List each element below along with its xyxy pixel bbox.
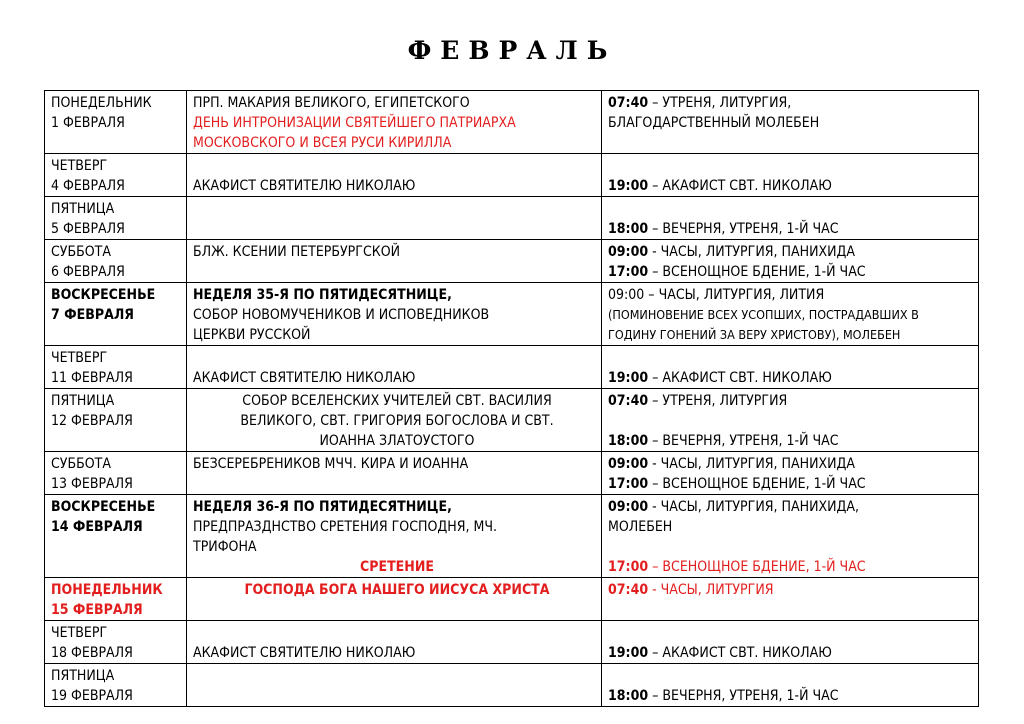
service-line <box>608 623 978 643</box>
weekday: СУББОТА <box>51 456 111 472</box>
day-cell <box>45 495 187 578</box>
service-text: – АКАФИСТ СВТ. НИКОЛАЮ <box>648 645 832 661</box>
table-row <box>45 389 979 452</box>
service-time: 09:00 <box>608 499 649 515</box>
event-line: БЕЗСЕРЕБРЕНИКОВ МЧЧ. КИРА И ИОАННА <box>193 456 469 472</box>
event-cell <box>187 621 602 664</box>
event-line: АКАФИСТ СВЯТИТЕЛЮ НИКОЛАЮ <box>193 370 416 386</box>
event-cell <box>187 578 602 621</box>
weekday: ПОНЕДЕЛЬНИК <box>51 582 163 598</box>
table-row <box>45 452 979 495</box>
event-cell <box>187 495 602 578</box>
service-line <box>608 474 978 494</box>
event-cell <box>187 283 602 346</box>
event-line: ВЕЛИКОГО, СВТ. ГРИГОРИЯ БОГОСЛОВА И СВТ. <box>240 413 554 429</box>
date: 19 ФЕВРАЛЯ <box>51 688 133 704</box>
service-time: 09:00 <box>608 456 649 472</box>
weekday: ПОНЕДЕЛЬНИК <box>51 95 152 111</box>
event-line: ТРИФОНА <box>193 539 257 555</box>
event-line: БЛЖ. КСЕНИИ ПЕТЕРБУРГСКОЙ <box>193 244 401 260</box>
service-text: – АКАФИСТ СВТ. НИКОЛАЮ <box>648 178 832 194</box>
service-text: – ВСЕНОЩНОЕ БДЕНИЕ, 1-Й ЧАС <box>648 476 866 492</box>
service-time: 17:00 <box>608 476 649 492</box>
date: 14 ФЕВРАЛЯ <box>51 519 143 535</box>
service-text: – ВСЕНОЩНОЕ БДЕНИЕ, 1-Й ЧАС <box>648 559 866 575</box>
weekday: ВОСКРЕСЕНЬЕ <box>51 499 156 515</box>
event-cell <box>187 240 602 283</box>
service-time: 18:00 <box>608 688 649 704</box>
weekday: ЧЕТВЕРГ <box>51 625 108 641</box>
table-row <box>45 91 979 154</box>
event-cell <box>187 452 602 495</box>
event-line: ИОАННА ЗЛАТОУСТОГО <box>319 433 475 449</box>
weekday: ПЯТНИЦА <box>51 393 115 409</box>
event-cell <box>187 91 602 154</box>
service-cell <box>602 578 979 621</box>
event-heading: НЕДЕЛЯ 35-Я ПО ПЯТИДЕСЯТНИЦЕ, <box>193 287 452 303</box>
date: 4 ФЕВРАЛЯ <box>51 178 125 194</box>
service-text: - ЧАСЫ, ЛИТУРГИЯ, ПАНИХИДА <box>648 456 855 472</box>
service-time: 19:00 <box>608 370 649 386</box>
service-time: 09:00 <box>608 244 649 260</box>
event-line: МОСКОВСКОГО И ВСЕЯ РУСИ КИРИЛЛА <box>193 135 452 151</box>
date: 1 ФЕВРАЛЯ <box>51 115 125 131</box>
service-line <box>608 176 978 196</box>
day-cell <box>45 452 187 495</box>
service-line <box>608 348 978 368</box>
service-text: – УТРЕНЯ, ЛИТУРГИЯ, <box>648 95 792 111</box>
event-line: ПРЕДПРАЗДНСТВО СРЕТЕНИЯ ГОСПОДНЯ, МЧ. <box>193 519 497 535</box>
service-line: МОЛЕБЕН <box>608 519 673 535</box>
service-time: 19:00 <box>608 178 649 194</box>
service-line <box>608 454 978 474</box>
service-cell <box>602 283 979 346</box>
service-text: - ЧАСЫ, ЛИТУРГИЯ, ПАНИХИДА, <box>648 499 859 515</box>
service-cell <box>602 621 979 664</box>
service-cell <box>602 452 979 495</box>
service-line: 09:00 – ЧАСЫ, ЛИТУРГИЯ, ЛИТИЯ <box>608 287 825 303</box>
service-line <box>608 93 978 113</box>
day-cell <box>45 91 187 154</box>
event-line: СОБОР НОВОМУЧЕНИКОВ И ИСПОВЕДНИКОВ <box>193 307 490 323</box>
day-cell <box>45 578 187 621</box>
day-cell <box>45 664 187 707</box>
date: 13 ФЕВРАЛЯ <box>51 476 133 492</box>
date: 7 ФЕВРАЛЯ <box>51 307 134 323</box>
service-time: 18:00 <box>608 433 649 449</box>
service-line <box>608 156 978 176</box>
service-line <box>608 557 978 577</box>
service-cell <box>602 240 979 283</box>
table-row <box>45 197 979 240</box>
weekday: ВОСКРЕСЕНЬЕ <box>51 287 156 303</box>
service-cell <box>602 154 979 197</box>
service-cell <box>602 197 979 240</box>
date: 5 ФЕВРАЛЯ <box>51 221 125 237</box>
weekday: ЧЕТВЕРГ <box>51 350 108 366</box>
service-time: 17:00 <box>608 559 649 575</box>
service-text: – УТРЕНЯ, ЛИТУРГИЯ <box>648 393 788 409</box>
event-line: АКАФИСТ СВЯТИТЕЛЮ НИКОЛАЮ <box>193 645 416 661</box>
service-time: 19:00 <box>608 645 649 661</box>
event-cell <box>187 346 602 389</box>
table-row <box>45 240 979 283</box>
event-line: ДЕНЬ ИНТРОНИЗАЦИИ СВЯТЕЙШЕГО ПАТРИАРХА <box>193 115 516 131</box>
service-text: – ВЕЧЕРНЯ, УТРЕНЯ, 1-Й ЧАС <box>648 433 839 449</box>
service-line: ГОДИНУ ГОНЕНИЙ ЗА ВЕРУ ХРИСТОВУ), МОЛЕБЕН <box>608 327 901 342</box>
service-line <box>608 643 978 663</box>
service-text: - ЧАСЫ, ЛИТУРГИЯ <box>648 582 774 598</box>
service-time: 07:40 <box>608 582 649 598</box>
service-line <box>608 580 978 600</box>
date: 11 ФЕВРАЛЯ <box>51 370 133 386</box>
service-cell <box>602 664 979 707</box>
service-text: - ЧАСЫ, ЛИТУРГИЯ, ПАНИХИДА <box>648 244 855 260</box>
service-text: – ВСЕНОЩНОЕ БДЕНИЕ, 1-Й ЧАС <box>648 264 866 280</box>
event-cell <box>187 197 602 240</box>
service-text: – АКАФИСТ СВТ. НИКОЛАЮ <box>648 370 832 386</box>
service-line: БЛАГОДАРСТВЕННЫЙ МОЛЕБЕН <box>608 115 820 131</box>
service-cell <box>602 495 979 578</box>
event-heading: НЕДЕЛЯ 36-Я ПО ПЯТИДЕСЯТНИЦЕ, <box>193 499 452 515</box>
service-line <box>608 497 978 517</box>
weekday: ПЯТНИЦА <box>51 668 115 684</box>
service-time: 07:40 <box>608 95 649 111</box>
event-cell <box>187 389 602 452</box>
table-row <box>45 578 979 621</box>
date: 6 ФЕВРАЛЯ <box>51 264 125 280</box>
event-line <box>193 348 601 368</box>
event-line: ЦЕРКВИ РУССКОЙ <box>193 327 311 343</box>
table-row <box>45 664 979 707</box>
event-line: ГОСПОДА БОГА НАШЕГО ИИСУСА ХРИСТА <box>244 582 550 598</box>
event-line: АКАФИСТ СВЯТИТЕЛЮ НИКОЛАЮ <box>193 178 416 194</box>
service-line <box>608 199 978 219</box>
feast-title: СРЕТЕНИЕ <box>360 559 434 575</box>
service-line <box>608 666 978 686</box>
weekday: СУББОТА <box>51 244 111 260</box>
day-cell <box>45 197 187 240</box>
day-cell <box>45 240 187 283</box>
day-cell <box>45 389 187 452</box>
service-cell <box>602 346 979 389</box>
service-line <box>608 537 978 557</box>
service-line <box>608 368 978 388</box>
service-line <box>608 262 978 282</box>
service-cell <box>602 91 979 154</box>
event-line: СОБОР ВСЕЛЕНСКИХ УЧИТЕЛЕЙ СВТ. ВАСИЛИЯ <box>242 393 552 409</box>
service-line <box>608 219 978 239</box>
service-cell <box>602 389 979 452</box>
table-row <box>45 495 979 578</box>
service-line <box>608 242 978 262</box>
day-cell <box>45 283 187 346</box>
page-title: ФЕВРАЛЬ <box>407 36 617 65</box>
event-line <box>193 623 601 643</box>
date: 12 ФЕВРАЛЯ <box>51 413 133 429</box>
service-time: 18:00 <box>608 221 649 237</box>
table-row <box>45 346 979 389</box>
service-text: – ВЕЧЕРНЯ, УТРЕНЯ, 1-Й ЧАС <box>648 688 839 704</box>
weekday: ЧЕТВЕРГ <box>51 158 108 174</box>
weekday: ПЯТНИЦА <box>51 201 115 217</box>
day-cell <box>45 346 187 389</box>
event-line: ПРП. МАКАРИЯ ВЕЛИКОГО, ЕГИПЕТСКОГО <box>193 95 470 111</box>
service-time: 17:00 <box>608 264 649 280</box>
date: 18 ФЕВРАЛЯ <box>51 645 133 661</box>
service-time: 07:40 <box>608 393 649 409</box>
service-line <box>608 431 978 451</box>
service-line <box>608 686 978 706</box>
event-line <box>193 156 601 176</box>
service-line <box>608 391 978 411</box>
day-cell <box>45 621 187 664</box>
event-cell <box>187 664 602 707</box>
schedule-table <box>44 90 979 707</box>
event-cell <box>187 154 602 197</box>
service-line: (ПОМИНОВЕНИЕ ВСЕХ УСОПШИХ, ПОСТРАДАВШИХ В <box>608 307 919 322</box>
date: 15 ФЕВРАЛЯ <box>51 602 143 618</box>
table-row <box>45 283 979 346</box>
table-row <box>45 621 979 664</box>
service-line <box>608 411 978 431</box>
day-cell <box>45 154 187 197</box>
service-text: – ВЕЧЕРНЯ, УТРЕНЯ, 1-Й ЧАС <box>648 221 839 237</box>
table-row <box>45 154 979 197</box>
